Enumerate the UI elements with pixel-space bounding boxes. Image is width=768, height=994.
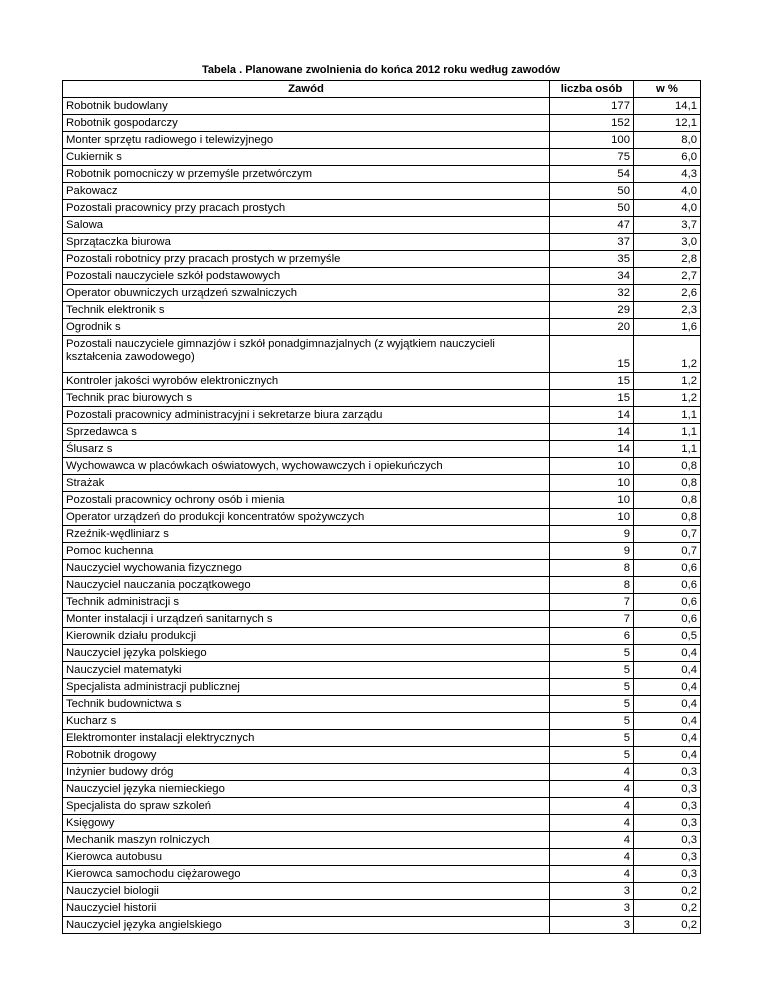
percent-cell: 1,6 — [634, 319, 701, 336]
count-cell: 100 — [550, 132, 634, 149]
count-cell: 7 — [550, 594, 634, 611]
percent-cell: 14,1 — [634, 98, 701, 115]
table-row — [63, 492, 701, 509]
percent-cell: 0,3 — [634, 866, 701, 883]
percent-cell: 0,5 — [634, 628, 701, 645]
percent-cell: 0,8 — [634, 458, 701, 475]
count-cell: 5 — [550, 696, 634, 713]
table-row — [63, 832, 701, 849]
percent-cell: 3,0 — [634, 234, 701, 251]
percent-cell: 0,6 — [634, 611, 701, 628]
occupation-cell: Kierowca samochodu ciężarowego — [63, 866, 550, 883]
count-cell: 20 — [550, 319, 634, 336]
table-row — [63, 849, 701, 866]
percent-cell: 0,4 — [634, 679, 701, 696]
percent-cell: 1,1 — [634, 424, 701, 441]
count-cell: 29 — [550, 302, 634, 319]
percent-cell: 4,0 — [634, 183, 701, 200]
percent-cell: 0,8 — [634, 475, 701, 492]
count-cell: 177 — [550, 98, 634, 115]
occupation-cell: Operator urządzeń do produkcji koncentratów spożywczych — [63, 509, 550, 526]
count-cell: 15 — [550, 336, 634, 373]
occupation-cell: Nauczyciel języka polskiego — [63, 645, 550, 662]
percent-cell: 0,2 — [634, 900, 701, 917]
table-row — [63, 166, 701, 183]
percent-cell: 0,2 — [634, 883, 701, 900]
occupation-cell: Nauczyciel matematyki — [63, 662, 550, 679]
count-cell: 8 — [550, 577, 634, 594]
percent-cell: 2,3 — [634, 302, 701, 319]
occupation-cell: Robotnik budowlany — [63, 98, 550, 115]
occupation-cell: Rzeźnik-wędliniarz s — [63, 526, 550, 543]
percent-cell: 0,6 — [634, 594, 701, 611]
table-row — [63, 560, 701, 577]
count-cell: 4 — [550, 849, 634, 866]
count-cell: 5 — [550, 662, 634, 679]
table-row — [63, 730, 701, 747]
table-row — [63, 424, 701, 441]
table-row — [63, 747, 701, 764]
table-row — [63, 407, 701, 424]
table-row — [63, 815, 701, 832]
percent-cell: 0,7 — [634, 543, 701, 560]
occupation-cell: Nauczyciel biologii — [63, 883, 550, 900]
table-row — [63, 268, 701, 285]
table-row — [63, 115, 701, 132]
percent-cell: 8,0 — [634, 132, 701, 149]
occupation-cell: Pozostali pracownicy przy pracach prostych — [63, 200, 550, 217]
table-row — [63, 917, 701, 934]
table-row — [63, 475, 701, 492]
count-cell: 50 — [550, 183, 634, 200]
occupation-cell: Pozostali robotnicy przy pracach prostych w przemyśle — [63, 251, 550, 268]
count-cell: 3 — [550, 883, 634, 900]
occupation-cell: Kucharz s — [63, 713, 550, 730]
occupation-cell: Pozostali nauczyciele szkół podstawowych — [63, 268, 550, 285]
table-row — [63, 319, 701, 336]
occupation-cell: Nauczyciel wychowania fizycznego — [63, 560, 550, 577]
count-cell: 10 — [550, 492, 634, 509]
table-row — [63, 458, 701, 475]
table-row — [63, 234, 701, 251]
table-row — [63, 217, 701, 234]
occupation-cell: Specjalista do spraw szkoleń — [63, 798, 550, 815]
occupation-cell: Pakowacz — [63, 183, 550, 200]
percent-cell: 0,6 — [634, 560, 701, 577]
count-cell: 14 — [550, 441, 634, 458]
occupation-cell: Technik administracji s — [63, 594, 550, 611]
table-row — [63, 526, 701, 543]
percent-cell: 1,2 — [634, 390, 701, 407]
occupation-cell: Pozostali nauczyciele gimnazjów i szkół ponadgimnazjalnych (z wyjątkiem nauczycieli kształcenia zawodowego) — [63, 336, 550, 373]
table-row — [63, 679, 701, 696]
table-row — [63, 883, 701, 900]
count-cell: 10 — [550, 458, 634, 475]
table-row — [63, 390, 701, 407]
occupation-cell: Pozostali pracownicy administracyjni i sekretarze biura zarządu — [63, 407, 550, 424]
percent-cell: 0,4 — [634, 747, 701, 764]
percent-cell: 0,3 — [634, 764, 701, 781]
occupation-cell: Wychowawca w placówkach oświatowych, wychowawczych i opiekuńczych — [63, 458, 550, 475]
count-cell: 10 — [550, 475, 634, 492]
count-cell: 9 — [550, 543, 634, 560]
occupation-cell: Monter instalacji i urządzeń sanitarnych s — [63, 611, 550, 628]
count-cell: 152 — [550, 115, 634, 132]
percent-cell: 4,0 — [634, 200, 701, 217]
table-row — [63, 798, 701, 815]
table-row — [63, 866, 701, 883]
count-cell: 35 — [550, 251, 634, 268]
occupation-cell: Kierowca autobusu — [63, 849, 550, 866]
percent-cell: 0,4 — [634, 696, 701, 713]
percent-cell: 0,3 — [634, 849, 701, 866]
percent-cell: 4,3 — [634, 166, 701, 183]
count-cell: 5 — [550, 747, 634, 764]
percent-cell: 0,3 — [634, 798, 701, 815]
table-row — [63, 98, 701, 115]
table-row — [63, 713, 701, 730]
percent-cell: 0,2 — [634, 917, 701, 934]
occupation-cell: Ślusarz s — [63, 441, 550, 458]
count-cell: 37 — [550, 234, 634, 251]
occupation-cell: Technik elektronik s — [63, 302, 550, 319]
occupation-cell: Sprzedawca s — [63, 424, 550, 441]
percent-cell: 0,8 — [634, 509, 701, 526]
count-cell: 6 — [550, 628, 634, 645]
count-cell: 8 — [550, 560, 634, 577]
table-row — [63, 285, 701, 302]
table-row — [63, 509, 701, 526]
percent-cell: 0,3 — [634, 832, 701, 849]
count-cell: 9 — [550, 526, 634, 543]
occupation-cell: Sprzątaczka biurowa — [63, 234, 550, 251]
count-cell: 4 — [550, 815, 634, 832]
percent-cell: 2,8 — [634, 251, 701, 268]
count-cell: 15 — [550, 390, 634, 407]
count-cell: 10 — [550, 509, 634, 526]
occupation-cell: Monter sprzętu radiowego i telewizyjnego — [63, 132, 550, 149]
percent-cell: 0,3 — [634, 815, 701, 832]
count-cell: 3 — [550, 917, 634, 934]
percent-cell: 0,4 — [634, 730, 701, 747]
occupation-cell: Inżynier budowy dróg — [63, 764, 550, 781]
table-row — [63, 662, 701, 679]
table-row — [63, 696, 701, 713]
occupation-cell: Technik prac biurowych s — [63, 390, 550, 407]
occupation-cell: Księgowy — [63, 815, 550, 832]
count-cell: 4 — [550, 798, 634, 815]
table-row — [63, 781, 701, 798]
table-row — [63, 336, 701, 373]
occupation-cell: Specjalista administracji publicznej — [63, 679, 550, 696]
table-row — [63, 373, 701, 390]
count-cell: 4 — [550, 764, 634, 781]
occupation-cell: Technik budownictwa s — [63, 696, 550, 713]
occupation-cell: Kierownik działu produkcji — [63, 628, 550, 645]
table-row — [63, 441, 701, 458]
occupation-cell: Ogrodnik s — [63, 319, 550, 336]
count-cell: 3 — [550, 900, 634, 917]
percent-cell: 0,8 — [634, 492, 701, 509]
occupation-cell: Strażak — [63, 475, 550, 492]
table-row — [63, 645, 701, 662]
table-row — [63, 628, 701, 645]
percent-cell: 0,6 — [634, 577, 701, 594]
percent-cell: 0,4 — [634, 662, 701, 679]
layoffs-table — [62, 80, 701, 934]
table-title: Tabela . Planowane zwolnienia do końca 2012 roku według zawodów — [202, 64, 560, 76]
percent-cell: 1,2 — [634, 336, 701, 373]
header-count: liczba osób — [550, 81, 634, 98]
count-cell: 32 — [550, 285, 634, 302]
count-cell: 50 — [550, 200, 634, 217]
percent-cell: 2,7 — [634, 268, 701, 285]
occupation-cell: Nauczyciel języka niemieckiego — [63, 781, 550, 798]
count-cell: 47 — [550, 217, 634, 234]
occupation-cell: Salowa — [63, 217, 550, 234]
header-occupation: Zawód — [63, 81, 550, 98]
count-cell: 5 — [550, 730, 634, 747]
occupation-cell: Robotnik gospodarczy — [63, 115, 550, 132]
occupation-cell: Mechanik maszyn rolniczych — [63, 832, 550, 849]
table-row — [63, 577, 701, 594]
occupation-cell: Robotnik drogowy — [63, 747, 550, 764]
percent-cell: 1,1 — [634, 441, 701, 458]
count-cell: 15 — [550, 373, 634, 390]
table-row — [63, 764, 701, 781]
table-row — [63, 200, 701, 217]
count-cell: 5 — [550, 713, 634, 730]
percent-cell: 6,0 — [634, 149, 701, 166]
header-percent: w % — [634, 81, 701, 98]
occupation-cell: Nauczyciel historii — [63, 900, 550, 917]
table-body — [63, 98, 701, 934]
percent-cell: 12,1 — [634, 115, 701, 132]
count-cell: 75 — [550, 149, 634, 166]
percent-cell: 2,6 — [634, 285, 701, 302]
occupation-cell: Robotnik pomocniczy w przemyśle przetwórczym — [63, 166, 550, 183]
count-cell: 5 — [550, 679, 634, 696]
table-row — [63, 302, 701, 319]
count-cell: 14 — [550, 424, 634, 441]
count-cell: 14 — [550, 407, 634, 424]
count-cell: 54 — [550, 166, 634, 183]
count-cell: 4 — [550, 781, 634, 798]
table-row — [63, 251, 701, 268]
occupation-cell: Nauczyciel nauczania początkowego — [63, 577, 550, 594]
count-cell: 34 — [550, 268, 634, 285]
occupation-cell: Kontroler jakości wyrobów elektronicznych — [63, 373, 550, 390]
percent-cell: 3,7 — [634, 217, 701, 234]
percent-cell: 0,7 — [634, 526, 701, 543]
percent-cell: 1,1 — [634, 407, 701, 424]
occupation-cell: Pozostali pracownicy ochrony osób i mienia — [63, 492, 550, 509]
percent-cell: 0,4 — [634, 645, 701, 662]
percent-cell: 0,4 — [634, 713, 701, 730]
percent-cell: 0,3 — [634, 781, 701, 798]
occupation-cell: Pomoc kuchenna — [63, 543, 550, 560]
table-row — [63, 149, 701, 166]
count-cell: 4 — [550, 866, 634, 883]
table-row — [63, 183, 701, 200]
occupation-cell: Operator obuwniczych urządzeń szwalniczych — [63, 285, 550, 302]
table-row — [63, 900, 701, 917]
table-row — [63, 543, 701, 560]
count-cell: 7 — [550, 611, 634, 628]
header-row — [63, 81, 701, 98]
table-row — [63, 132, 701, 149]
table-row — [63, 611, 701, 628]
occupation-cell: Cukiernik s — [63, 149, 550, 166]
percent-cell: 1,2 — [634, 373, 701, 390]
table-row — [63, 594, 701, 611]
count-cell: 5 — [550, 645, 634, 662]
occupation-cell: Elektromonter instalacji elektrycznych — [63, 730, 550, 747]
count-cell: 4 — [550, 832, 634, 849]
occupation-cell: Nauczyciel języka angielskiego — [63, 917, 550, 934]
